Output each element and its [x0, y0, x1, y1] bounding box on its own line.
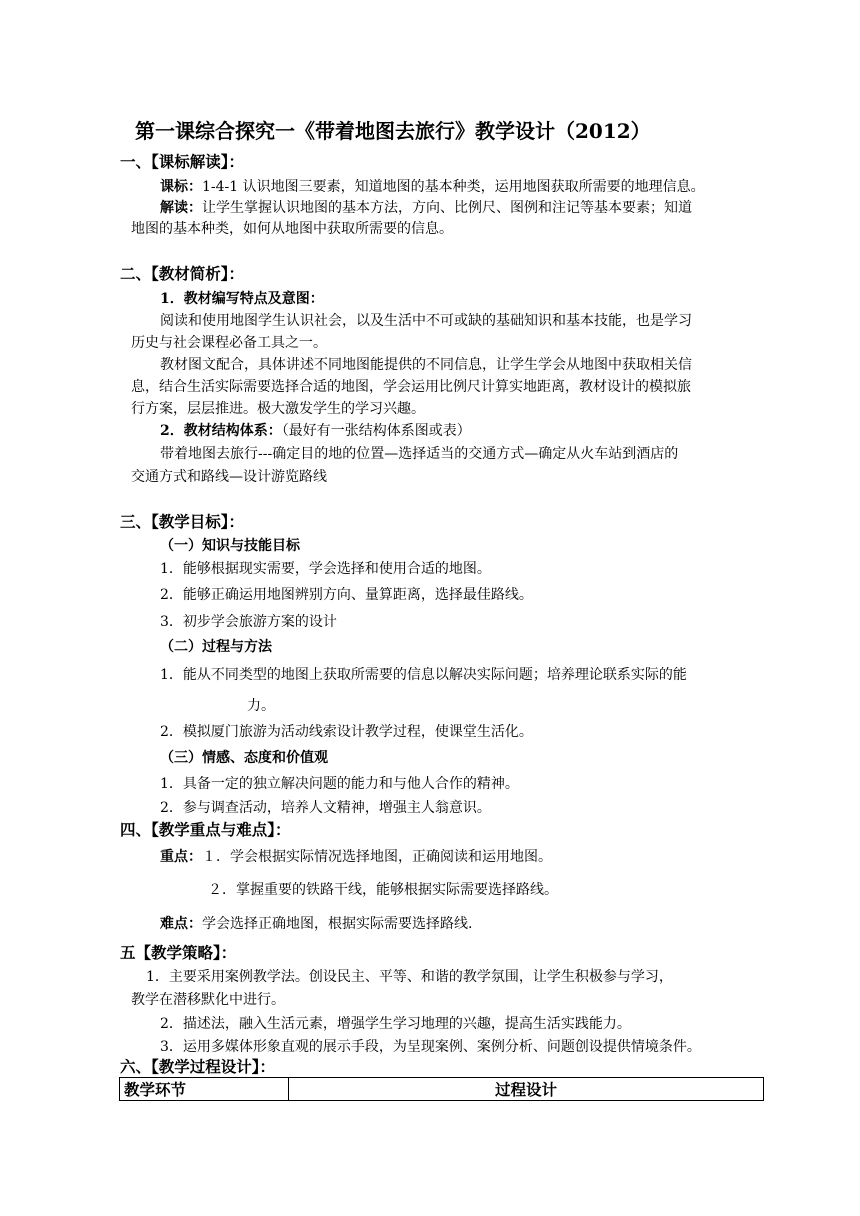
textbook-design-line-1: 教材图文配合，具体讲述不同地图能提供的不同信息，让学生学会从地图中获取相关信 — [160, 357, 692, 373]
textbook-features-line-2: 历史与社会课程必备工具之一。 — [131, 335, 327, 351]
textbook-design-line-2: 息，结合生活实际需要选择合适的地图，学会运用比例尺计算实地距离，教材设计的模拟旅 — [131, 379, 691, 395]
curriculum-standard-text: 1-4-1 认识地图三要素，知道地图的基本种类，运用地图获取所需要的地理信息。 — [202, 179, 705, 195]
interpretation-text-1: 让学生掌握认识地图的基本方法，方向、比例尺、图例和注记等基本要素；知道 — [202, 200, 692, 216]
curriculum-standard-label: 课标： — [160, 179, 202, 195]
section-4-heading: 四、【教学重点与难点】： — [120, 820, 291, 839]
table-header-row — [120, 1078, 764, 1101]
goal-attitude-item-2: 2．参与调查活动，培养人文精神，增强主人翁意识。 — [160, 800, 491, 816]
strategy-item-3: 3．运用多媒体形象直观的展示手段，为呈现案例、案例分析、问题创设提供情境条件。 — [160, 1039, 701, 1055]
textbook-features-line-1: 阅读和使用地图学生认识社会，以及生活中不可或缺的基础知识和基本技能，也是学习 — [160, 313, 692, 329]
difficult-point-text: 学会选择正确地图，根据实际需要选择路线. — [202, 916, 473, 932]
goal-attitude-item-1: 1．具备一定的独立解决问题的能力和与他人合作的精神。 — [160, 776, 519, 792]
goal-knowledge-heading: （一）知识与技能目标 — [160, 538, 300, 554]
process-design-table — [119, 1077, 764, 1101]
strategy-item-1a: 1．主要采用案例教学法。创设民主、平等、和谐的教学氛围，让学生积极参与学习， — [146, 969, 673, 985]
goal-process-heading: （二）过程与方法 — [160, 639, 272, 655]
section-2-heading: 二、【教材简析】： — [120, 264, 245, 283]
key-point-item-1: １．学会根据实际情况选择地图，正确阅读和运用地图。 — [202, 849, 552, 865]
key-point-label: 重点： — [160, 849, 202, 865]
section-3-heading: 三、【教学目标】： — [120, 512, 245, 531]
goal-process-item-1b: 力。 — [247, 698, 275, 714]
section-5-heading: 五【教学策略】： — [120, 943, 237, 962]
difficult-point-line — [160, 915, 472, 933]
key-point-item-2: ２．掌握重要的铁路干线，能够根据实际需要选择路线。 — [208, 882, 558, 898]
strategy-item-1b: 教学在潜移默化中进行。 — [131, 992, 285, 1008]
goal-process-item-2: 2．模拟厦门旅游为活动线索设计教学过程，使课堂生活化。 — [160, 724, 533, 740]
goal-knowledge-item-2: 2．能够正确运用地图辨别方向、量算距离，选择最佳路线。 — [160, 587, 533, 603]
structure-flow-line-2: 交通方式和路线—设计游览路线 — [131, 469, 327, 485]
goal-knowledge-item-1: 1．能够根据现实需要，学会选择和使用合适的地图。 — [160, 561, 491, 577]
section-1-heading: 一、【课标解读】： — [120, 152, 245, 171]
curriculum-standard-line — [160, 178, 705, 196]
interpretation-label: 解读： — [160, 200, 202, 216]
difficult-point-label: 难点： — [160, 916, 202, 932]
textbook-features-title: 1．教材编写特点及意图： — [160, 291, 324, 307]
goal-knowledge-item-3: 3．初步学会旅游方案的设计 — [160, 614, 337, 630]
document-title: 第一课综合探究一《带着地图去旅行》教学设计（2012） — [135, 119, 651, 143]
textbook-structure-title: 2．教材结构体系： — [160, 423, 282, 439]
strategy-item-2: 2．描述法，融入生活元素，增强学生学习地理的兴趣，提高生活实践能力。 — [160, 1016, 631, 1032]
column-header-teaching-step: 教学环节 — [120, 1078, 289, 1101]
textbook-structure-note: （最好有一张结构体系图或表） — [281, 423, 471, 439]
goal-attitude-heading: （三）情感、态度和价值观 — [160, 750, 328, 766]
section-6-heading: 六、【教学过程设计】： — [120, 1057, 276, 1076]
column-header-process-design: 过程设计 — [289, 1078, 764, 1101]
interpretation-line-2: 地图的基本种类，如何从地图中获取所需要的信息。 — [131, 221, 453, 237]
interpretation-line-1 — [160, 199, 692, 217]
key-point-line-1 — [160, 848, 552, 866]
textbook-structure-line — [160, 422, 471, 440]
structure-flow-line-1: 带着地图去旅行---确定目的地的位置—选择适当的交通方式—确定从火车站到酒店的 — [160, 446, 679, 462]
textbook-design-line-3: 行方案，层层推进。极大激发学生的学习兴趣。 — [131, 401, 425, 417]
goal-process-item-1a: 1．能从不同类型的地图上获取所需要的信息以解决实际问题；培养理论联系实际的能 — [160, 667, 687, 683]
